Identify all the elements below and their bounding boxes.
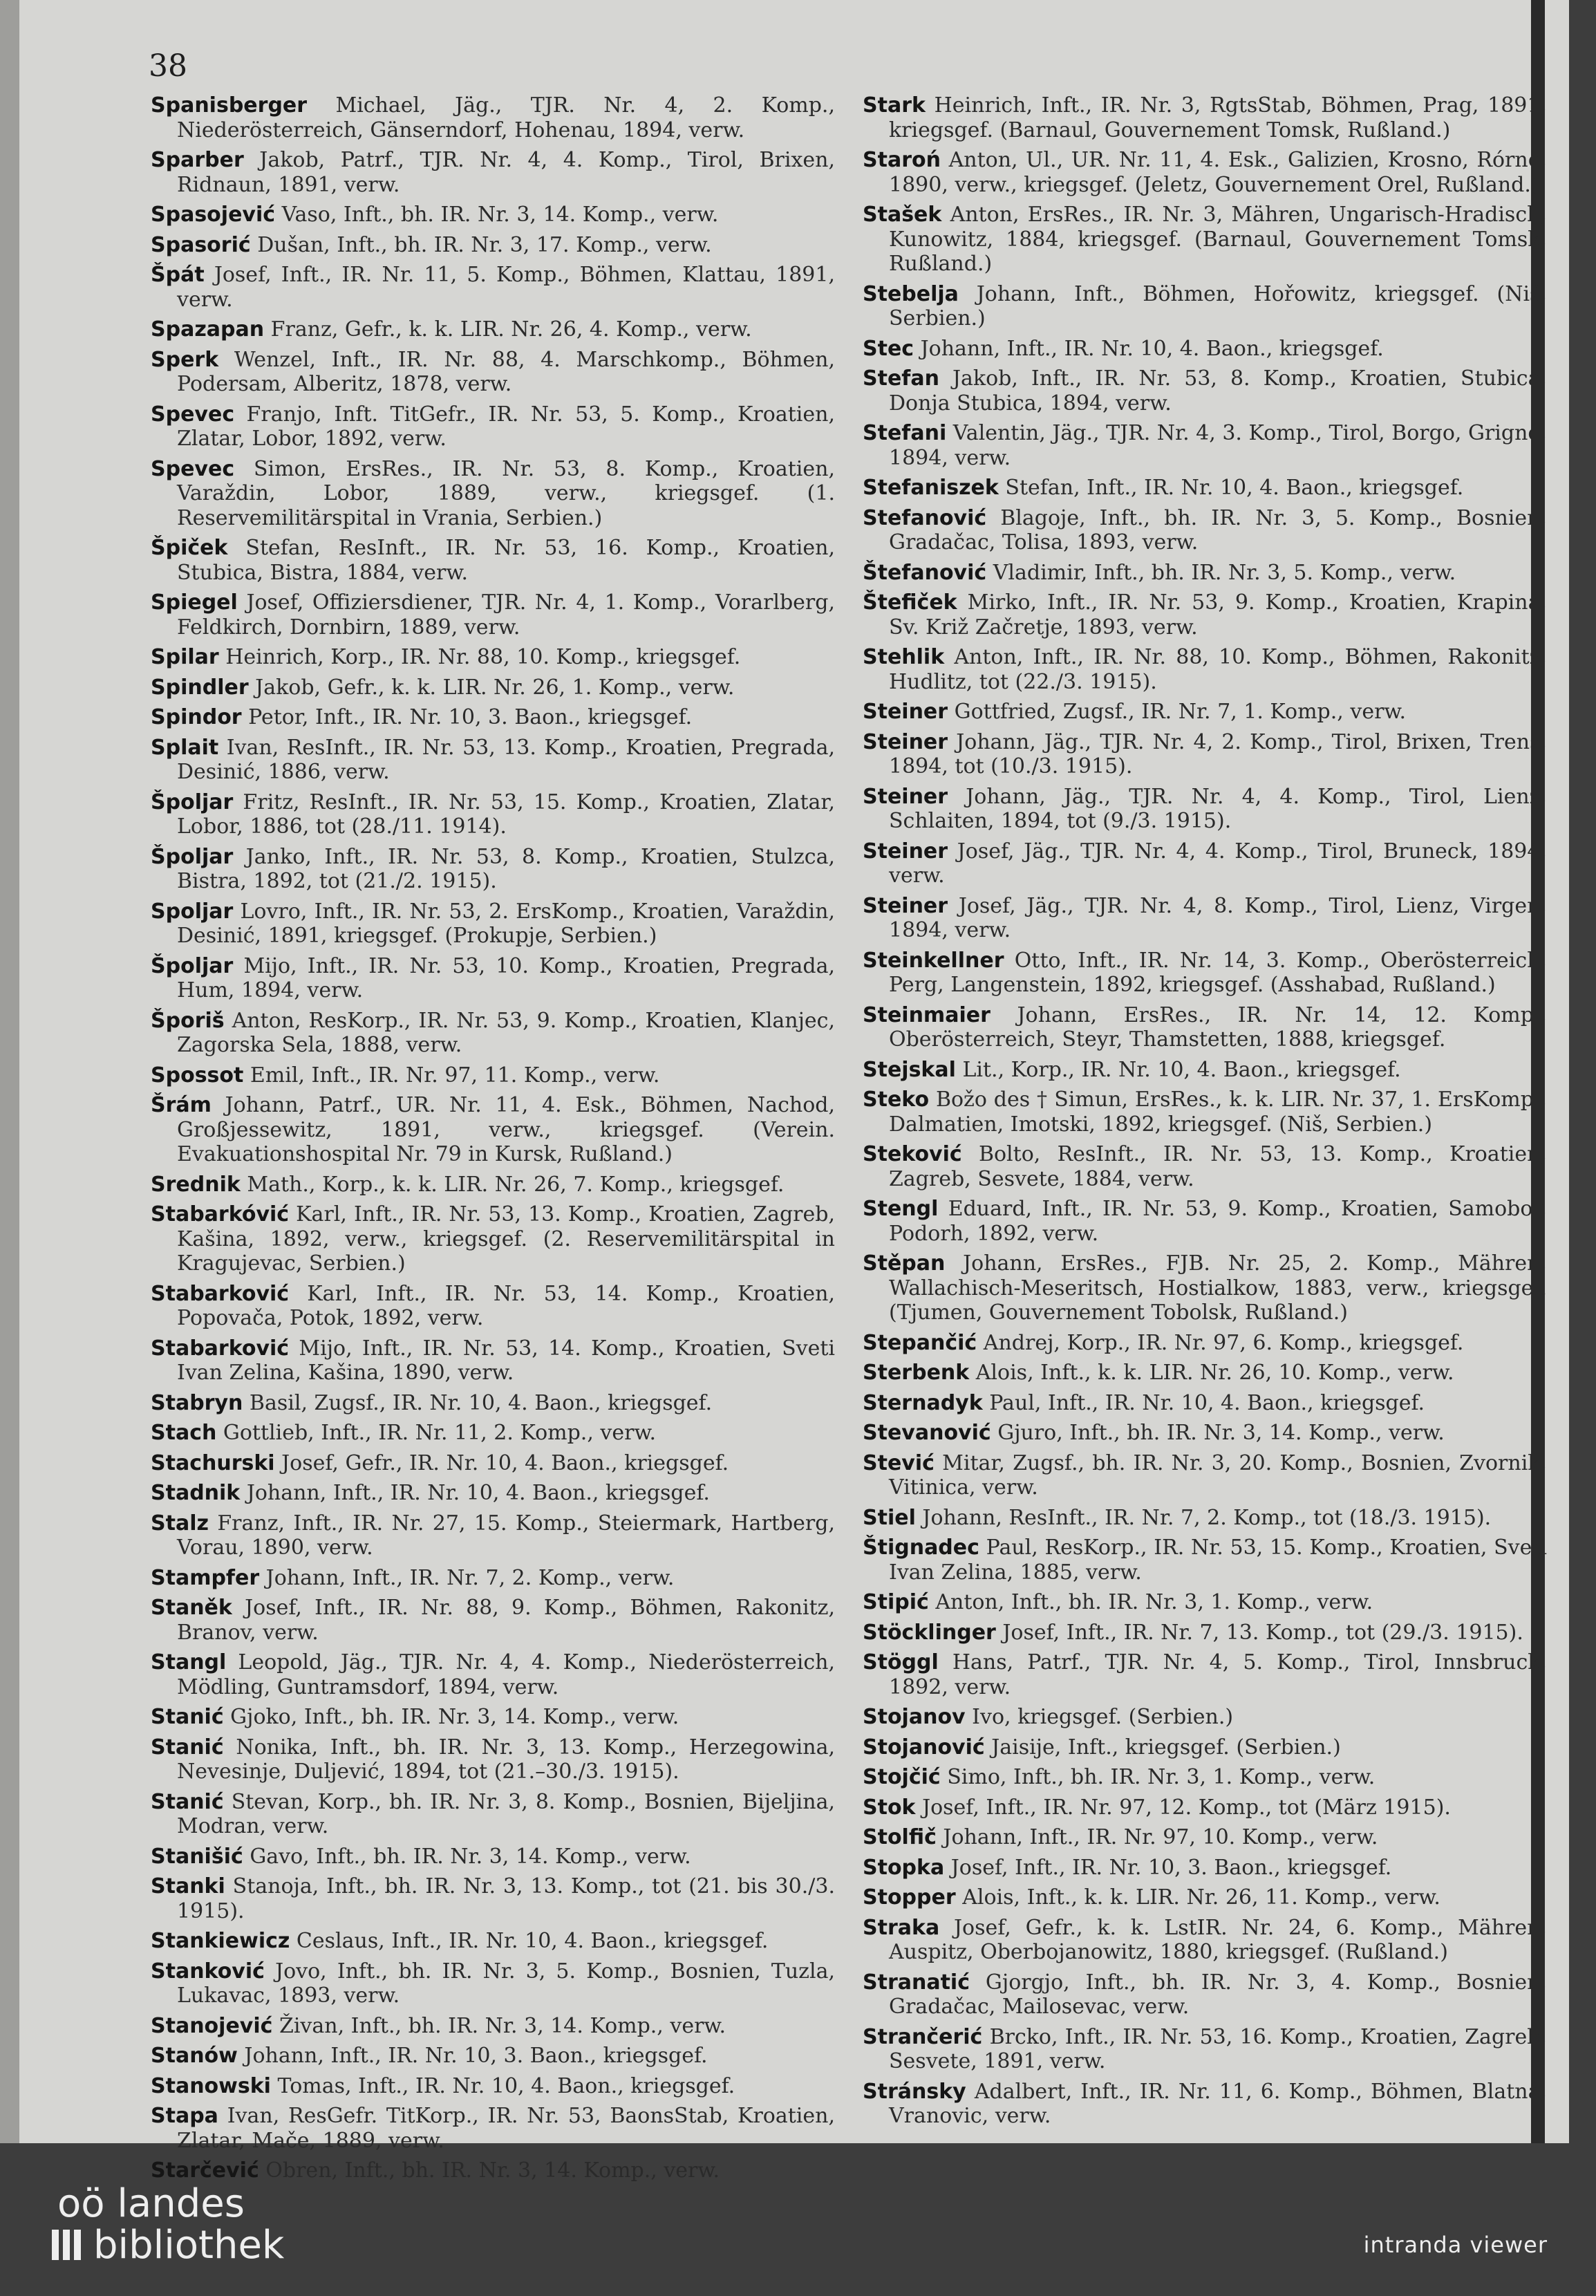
entry-details: Emil, Inft., IR. Nr. 97, 11. Komp., verw.	[250, 1063, 660, 1088]
entry-details: Johann, ErsRes., FJB. Nr. 25, 2. Komp., Mähren, Wallachisch-Meseritsch, Hostialkow, 1883, verw., kriegsgef. (Tjumen, Gouvernement Tobolsk, Rußland.)	[889, 1251, 1547, 1325]
entry-details: Franjo, Inft. TitGefr., IR. Nr. 53, 5. Komp., Kroatien, Zlatar, Lobor, 1892, verw.	[177, 402, 835, 451]
entry-details: Gjuro, Inft., bh. IR. Nr. 3, 14. Komp., verw.	[997, 1421, 1445, 1445]
register-entry	[151, 1511, 835, 1560]
register-entry	[863, 1885, 1547, 1910]
entry-surname: Stefanović	[863, 505, 987, 530]
entry-details: Jovo, Inft., bh. IR. Nr. 3, 5. Komp., Bosnien, Tuzla, Lukavac, 1893, verw.	[177, 1959, 835, 2008]
register-entry	[151, 1566, 835, 1591]
entry-surname: Strančerić	[863, 2024, 983, 2049]
entry-surname: Stojanov	[863, 1705, 966, 1729]
entry-surname: Stević	[863, 1450, 935, 1475]
register-entry	[863, 1003, 1547, 1052]
entry-surname: Stangl	[151, 1650, 227, 1674]
register-entry	[151, 590, 835, 640]
register-entry	[863, 366, 1547, 416]
entry-details: Karl, Inft., IR. Nr. 53, 13. Komp., Kroatien, Zagreb, Kašina, 1892, verw., kriegsgef. (2. Reservemilitärspital in Kragujevac, Serbien.)	[177, 1202, 835, 1276]
entry-surname: Stevanović	[863, 1421, 991, 1445]
entry-surname: Stok	[863, 1795, 916, 1820]
entry-details: Dušan, Inft., bh. IR. Nr. 3, 17. Komp., verw.	[257, 232, 712, 257]
entry-surname: Straka	[863, 1915, 940, 1940]
entry-surname: Spasojević	[151, 203, 276, 227]
entry-surname: Stabarković	[151, 1336, 290, 1361]
register-entry	[151, 1790, 835, 1839]
entry-details: Johann, Inft., IR. Nr. 97, 10. Komp., verw.	[943, 1825, 1378, 1849]
register-entry	[151, 203, 835, 227]
entry-surname: Spossot	[151, 1063, 244, 1088]
register-entry	[863, 561, 1547, 586]
entry-surname: Stranatić	[863, 1970, 970, 1995]
register-entry	[151, 790, 835, 839]
entry-surname: Stopper	[863, 1885, 956, 1910]
register-entry	[863, 148, 1547, 197]
page-binding-edge	[0, 0, 19, 2143]
entry-surname: Stöcklinger	[863, 1620, 996, 1645]
entry-surname: Stipić	[863, 1590, 929, 1614]
register-entry	[863, 1251, 1547, 1325]
entry-surname: Stebelja	[863, 281, 959, 306]
entry-surname: Steiner	[863, 893, 948, 918]
entry-details: Johann, Inft., IR. Nr. 10, 3. Baon., kriegsgef.	[244, 2044, 708, 2068]
register-entry	[151, 1282, 835, 1331]
entry-details: Gavo, Inft., bh. IR. Nr. 3, 14. Komp., verw.	[250, 1844, 691, 1869]
entry-details: Božo des † Simun, ErsRes., k. k. LIR. Nr. 37, 1. ErsKomp., Dalmatien, Imotski, 1892, kriegsgef. (Niš, Serbien.)	[889, 1088, 1547, 1137]
entry-details: Franz, Gefr., k. k. LIR. Nr. 26, 4. Komp., verw.	[270, 317, 752, 342]
register-entry	[863, 1536, 1547, 1585]
register-entry	[863, 1795, 1547, 1820]
register-entry	[151, 2104, 835, 2153]
entry-surname: Špoljar	[151, 844, 234, 869]
entry-surname: Spindor	[151, 705, 242, 729]
entry-details: Fritz, ResInft., IR. Nr. 53, 15. Komp., Kroatien, Zlatar, Lobor, 1886, tot (28./11. 1914).	[177, 790, 835, 839]
entry-details: Josef, Inft., IR. Nr. 88, 9. Komp., Böhmen, Rakonitz, Branov, verw.	[177, 1596, 835, 1645]
entry-details: Adalbert, Inft., IR. Nr. 11, 6. Komp., Böhmen, Blatna, Vranovic, verw.	[889, 2079, 1547, 2128]
register-entry	[151, 1959, 835, 2008]
register-entry	[863, 93, 1547, 142]
register-entry	[151, 233, 835, 258]
register-entry	[863, 1856, 1547, 1880]
entry-details: Johann, ResInft., IR. Nr. 7, 2. Komp., tot (18./3. 1915).	[922, 1505, 1492, 1530]
entry-details: Bolto, ResInft., IR. Nr. 53, 13. Komp., Kroatien, Zagreb, Sesvete, 1884, verw.	[889, 1142, 1547, 1191]
entry-surname: Steković	[863, 1142, 962, 1166]
logo-text-line2	[52, 2225, 284, 2268]
entry-details: Blagoje, Inft., bh. IR. Nr. 3, 5. Komp., Bosnien, Gradačac, Tolisa, 1893, verw.	[889, 505, 1547, 554]
entry-details: Vaso, Inft., bh. IR. Nr. 3, 14. Komp., verw.	[281, 203, 719, 227]
register-entry	[863, 1088, 1547, 1137]
entry-details: Vladimir, Inft., bh. IR. Nr. 3, 5. Komp., verw.	[993, 560, 1456, 585]
register-entry	[151, 645, 835, 670]
entry-surname: Štefanović	[863, 560, 987, 585]
entry-surname: Steinkellner	[863, 948, 1004, 973]
register-entry	[863, 2025, 1547, 2074]
entry-details: Josef, Gefr., k. k. LstIR. Nr. 24, 6. Komp., Mähren, Auspitz, Oberbojanowitz, 1880, kriegsgef. (Rußland.)	[889, 1915, 1547, 1964]
entry-surname: Špoljar	[151, 953, 234, 978]
entry-details: Otto, Inft., IR. Nr. 14, 3. Komp., Oberösterreich, Perg, Langenstein, 1892, kriegsgef. (Asshabad, Rußland.)	[889, 948, 1547, 997]
register-entry	[151, 705, 835, 730]
entry-surname: Stanojević	[151, 2013, 273, 2038]
entry-details: Michael, Jäg., TJR. Nr. 4, 2. Komp., Niederösterreich, Gänserndorf, Hohenau, 1894, verw.	[177, 93, 835, 142]
register-entry	[151, 2014, 835, 2039]
entry-surname: Steiner	[863, 839, 948, 864]
entry-surname: Stepančić	[863, 1330, 977, 1355]
left-column	[151, 93, 835, 2189]
entry-surname: Sparber	[151, 148, 244, 172]
register-entry	[863, 1765, 1547, 1790]
entry-details: Josef, Jäg., TJR. Nr. 4, 4. Komp., Tirol, Bruneck, 1894, verw.	[889, 839, 1547, 888]
entry-details: Tomas, Inft., IR. Nr. 10, 4. Baon., kriegsgef.	[277, 2073, 735, 2098]
entry-surname: Spanisberger	[151, 93, 308, 118]
entry-surname: Spoljar	[151, 899, 234, 924]
register-entry	[151, 899, 835, 949]
entry-surname: Štefiček	[863, 590, 957, 615]
entry-details: Math., Korp., k. k. LIR. Nr. 26, 7. Komp., kriegsgef.	[247, 1172, 785, 1197]
entry-details: Lit., Korp., IR. Nr. 10, 4. Baon., kriegsgef.	[962, 1057, 1401, 1082]
register-entry	[151, 317, 835, 342]
register-entry	[863, 1970, 1547, 2019]
entry-surname: Staroń	[863, 148, 941, 172]
entry-details: Johann, ErsRes., IR. Nr. 14, 12. Komp., Oberösterreich, Steyr, Thamstetten, 1888, kriegsgef.	[889, 1002, 1547, 1052]
entry-details: Anton, Inft., IR. Nr. 88, 10. Komp., Böhmen, Rakonitz, Hudlitz, tot (22./3. 1915).	[889, 645, 1547, 694]
register-entry	[151, 675, 835, 700]
register-entry	[151, 1451, 835, 1476]
entry-details: Nonika, Inft., bh. IR. Nr. 3, 13. Komp., Herzegowina, Nevesinje, Duljević, 1894, tot (21.–30./3. 1915).	[177, 1735, 835, 1784]
register-entry	[863, 1825, 1547, 1850]
entry-details: Stefan, Inft., IR. Nr. 10, 4. Baon., kriegsgef.	[1005, 476, 1464, 500]
entry-details: Hans, Patrf., TJR. Nr. 4, 5. Komp., Tirol, Innsbruck, 1892, verw.	[889, 1650, 1547, 1699]
entry-details: Ivo, kriegsgef. (Serbien.)	[972, 1705, 1234, 1729]
entry-surname: Šporiš	[151, 1008, 225, 1033]
entry-details: Stevan, Korp., bh. IR. Nr. 3, 8. Komp., Bosnien, Bijeljina, Modran, verw.	[177, 1789, 835, 1838]
entry-surname: Stehlik	[863, 645, 945, 669]
library-logo[interactable]	[52, 2183, 284, 2268]
entry-surname: Spasorić	[151, 232, 251, 257]
entry-details: Alois, Inft., k. k. LIR. Nr. 26, 10. Komp., verw.	[975, 1361, 1454, 1385]
entry-surname: Stadnik	[151, 1481, 241, 1505]
entry-details: Paul, Inft., IR. Nr. 10, 4. Baon., kriegsgef.	[989, 1390, 1425, 1415]
entry-surname: Stojčić	[863, 1765, 941, 1789]
entry-surname: Spilar	[151, 645, 219, 669]
register-entry	[151, 536, 835, 585]
entry-surname: Stejskal	[863, 1057, 956, 1082]
entry-surname: Spindler	[151, 675, 249, 700]
entry-surname: Srednik	[151, 1172, 241, 1197]
entry-surname: Stanković	[151, 1959, 265, 1984]
entry-surname: Sperk	[151, 347, 219, 372]
entry-details: Josef, Offiziersdiener, TJR. Nr. 4, 1. Komp., Vorarlberg, Feldkirch, Dornbirn, 1889, verw.	[177, 590, 835, 640]
entry-surname: Stark	[863, 93, 926, 118]
entry-details: Alois, Inft., k. k. LIR. Nr. 26, 11. Komp., verw.	[962, 1885, 1440, 1910]
entry-surname: Spazapan	[151, 317, 265, 342]
entry-surname: Stašek	[863, 203, 942, 227]
entry-details: Johann, Jäg., TJR. Nr. 4, 4. Komp., Tirol, Lienz, Schlaiten, 1894, tot (9./3. 1915).	[889, 784, 1547, 833]
entry-surname: Stěpan	[863, 1251, 946, 1276]
entry-details: Simo, Inft., bh. IR. Nr. 3, 1. Komp., verw.	[947, 1765, 1376, 1789]
entry-details: Mitar, Zugsf., bh. IR. Nr. 3, 20. Komp., Bosnien, Zvornik, Vitinica, verw.	[889, 1450, 1547, 1500]
register-entry	[863, 506, 1547, 555]
entry-details: Petor, Inft., IR. Nr. 10, 3. Baon., kriegsgef.	[248, 705, 693, 729]
register-entry	[151, 148, 835, 197]
register-entry	[151, 1874, 835, 1923]
entry-details: Gjorgjo, Inft., bh. IR. Nr. 3, 4. Komp., Bosnien, Gradačac, Mailosevac, verw.	[889, 1970, 1547, 2019]
register-entry	[151, 1481, 835, 1506]
entry-details: Gottfried, Zugsf., IR. Nr. 7, 1. Komp., verw.	[954, 700, 1407, 724]
register-entry	[151, 1929, 835, 1954]
entry-details: Ivan, ResInft., IR. Nr. 53, 13. Komp., Kroatien, Pregrada, Desinić, 1886, verw.	[177, 735, 835, 784]
entry-details: Gjoko, Inft., bh. IR. Nr. 3, 14. Komp., verw.	[230, 1705, 679, 1729]
entry-surname: Stampfer	[151, 1565, 260, 1590]
register-entry	[863, 1421, 1547, 1446]
entry-details: Andrej, Korp., IR. Nr. 97, 6. Komp., kriegsgef.	[983, 1330, 1464, 1355]
register-entry	[151, 1173, 835, 1197]
register-entry	[863, 590, 1547, 640]
entry-details: Johann, Patrf., UR. Nr. 11, 4. Esk., Böhmen, Nachod, Großjessewitz, 1891, verw., kriegsgef. (Verein. Evakuationshospital Nr. 79 in Kursk, Rußland.)	[177, 1093, 835, 1166]
register-entry	[863, 1451, 1547, 1500]
register-entry	[151, 1063, 835, 1088]
entry-details: Josef, Inft., IR. Nr. 11, 5. Komp., Böhmen, Klattau, 1891, verw.	[177, 263, 835, 312]
entry-details: Paul, ResKorp., IR. Nr. 53, 15. Komp., Kroatien, Sveti Ivan Zelina, 1885, verw.	[889, 1536, 1547, 1585]
register-entry	[863, 1590, 1547, 1615]
entry-details: Anton, ResKorp., IR. Nr. 53, 9. Komp., Kroatien, Klanjec, Zagorska Sela, 1888, verw.	[177, 1008, 835, 1057]
entry-details: Franz, Inft., IR. Nr. 27, 15. Komp., Steiermark, Hartberg, Vorau, 1890, verw.	[177, 1511, 836, 1560]
entry-details: Ceslaus, Inft., IR. Nr. 10, 4. Baon., kriegsgef.	[296, 1929, 769, 1953]
entry-details: Josef, Inft., IR. Nr. 10, 3. Baon., kriegsgef.	[950, 1855, 1392, 1880]
register-entry	[151, 2044, 835, 2069]
entry-surname: Stöggl	[863, 1650, 939, 1674]
entry-surname: Stojanović	[863, 1735, 985, 1760]
register-entry	[863, 2080, 1547, 2129]
register-entry	[151, 1650, 835, 1699]
entry-surname: Stanów	[151, 2044, 238, 2068]
register-entry	[863, 1361, 1547, 1385]
entry-details: Mijo, Inft., IR. Nr. 53, 10. Komp., Kroatien, Pregrada, Hum, 1894, verw.	[177, 953, 835, 1002]
register-entry	[151, 1093, 835, 1167]
entry-details: Simon, ErsRes., IR. Nr. 53, 8. Komp., Kroatien, Varaždin, Lobor, 1889, verw., kriegsgef. (1. Reservemilitärspital in Vrania, Serbien.)	[177, 456, 835, 530]
entry-details: Gottlieb, Inft., IR. Nr. 11, 2. Komp., verw.	[223, 1421, 657, 1445]
entry-surname: Stalz	[151, 1511, 209, 1536]
entry-surname: Stabarkóvić	[151, 1202, 290, 1226]
entry-details: Jakob, Inft., IR. Nr. 53, 8. Komp., Kroatien, Stubica, Donja Stubica, 1894, verw.	[889, 366, 1548, 416]
register-entry	[151, 457, 835, 531]
register-entry	[151, 1391, 835, 1416]
register-entry	[863, 1058, 1547, 1083]
register-entry	[863, 839, 1547, 888]
register-entry	[151, 1705, 835, 1730]
entry-details: Živan, Inft., bh. IR. Nr. 3, 14. Komp., verw.	[279, 2013, 726, 2038]
entry-details: Karl, Inft., IR. Nr. 53, 14. Komp., Kroatien, Popovača, Potok, 1892, verw.	[177, 1281, 835, 1330]
entry-surname: Stanišić	[151, 1844, 243, 1869]
entry-surname: Stapa	[151, 2104, 218, 2128]
entry-details: Johann, Inft., IR. Nr. 7, 2. Komp., verw.	[265, 1565, 675, 1590]
entry-details: Ivan, ResGefr. TitKorp., IR. Nr. 53, BaonsStab, Kroatien, Zlatar, Mače, 1889, verw.	[177, 2104, 835, 2153]
entry-surname: Špoljar	[151, 790, 234, 814]
right-column	[863, 93, 1547, 2134]
entry-surname: Stanić	[151, 1789, 224, 1814]
register-entry	[863, 1142, 1547, 1191]
register-entry	[151, 348, 835, 397]
entry-surname: Stanić	[151, 1705, 224, 1729]
register-entry	[151, 1421, 835, 1446]
entry-surname: Stopka	[863, 1855, 945, 1880]
register-entry	[151, 845, 835, 894]
register-entry	[151, 263, 835, 312]
register-entry	[863, 645, 1547, 694]
entry-surname: Steiner	[863, 784, 948, 809]
logo-bars-icon	[52, 2227, 85, 2268]
entry-surname: Steiner	[863, 700, 948, 724]
entry-surname: Sternadyk	[863, 1390, 983, 1415]
entry-surname: Stiel	[863, 1505, 916, 1530]
entry-details: Wenzel, Inft., IR. Nr. 88, 4. Marschkomp., Böhmen, Podersam, Alberitz, 1878, verw.	[177, 347, 835, 396]
register-entry	[863, 1621, 1547, 1645]
entry-details: Brcko, Inft., IR. Nr. 53, 16. Komp., Kroatien, Zagreb, Sesvete, 1891, verw.	[889, 2024, 1547, 2073]
entry-surname: Stanić	[151, 1735, 224, 1760]
register-entry	[151, 1735, 835, 1784]
register-entry	[151, 2158, 835, 2183]
entry-details: Janko, Inft., IR. Nr. 53, 8. Komp., Kroatien, Stulzca, Bistra, 1892, tot (21./2. 1915).	[177, 844, 836, 893]
entry-surname: Stengl	[863, 1197, 939, 1221]
entry-surname: Špiček	[151, 536, 228, 560]
entry-surname: Spiegel	[151, 590, 238, 615]
entry-surname: Stefaniszek	[863, 476, 999, 500]
entry-details: Josef, Jäg., TJR. Nr. 4, 8. Komp., Tirol, Lienz, Virgen, 1894, verw.	[889, 893, 1547, 942]
register-entry	[151, 954, 835, 1003]
entry-surname: Spevec	[151, 456, 235, 481]
entry-details: Johann, Inft., Böhmen, Hořowitz, kriegsgef. (Niš, Serbien.)	[889, 281, 1547, 330]
page-number: 38	[149, 48, 187, 84]
entry-surname: Stefani	[863, 421, 947, 445]
register-entry	[151, 1202, 835, 1276]
entry-details: Mijo, Inft., IR. Nr. 53, 14. Komp., Kroatien, Sveti Ivan Zelina, Kašina, 1890, verw.	[177, 1336, 835, 1385]
entry-details: Mirko, Inft., IR. Nr. 53, 9. Komp., Kroatien, Krapina, Sv. Križ Začretje, 1893, verw.	[889, 590, 1547, 640]
entry-surname: Steiner	[863, 729, 948, 754]
entry-surname: Stankiewicz	[151, 1929, 290, 1953]
entry-details: Jakob, Gefr., k. k. LIR. Nr. 26, 1. Komp., verw.	[255, 675, 735, 700]
entry-surname: Stec	[863, 336, 914, 361]
entry-surname: Stabarković	[151, 1281, 290, 1306]
entry-details: Jaisije, Inft., kriegsgef. (Serbien.)	[991, 1735, 1341, 1760]
entry-surname: Staněk	[151, 1596, 232, 1620]
entry-details: Anton, Inft., bh. IR. Nr. 3, 1. Komp., verw.	[935, 1590, 1373, 1614]
register-entry	[863, 476, 1547, 501]
register-entry	[863, 1705, 1547, 1730]
entry-details: Anton, ErsRes., IR. Nr. 3, Mähren, Ungarisch-Hradisch, Kunowitz, 1884, kriegsgef. (Barnaul, Gouvernement Tomsk, Rußland.)	[889, 203, 1547, 276]
register-entry	[863, 282, 1547, 331]
entry-details: Josef, Gefr., IR. Nr. 10, 4. Baon., kriegsgef.	[281, 1450, 729, 1475]
entry-details: Leopold, Jäg., TJR. Nr. 4, 4. Komp., Niederösterreich, Mödling, Guntramsdorf, 1894, verw.	[177, 1650, 835, 1699]
entry-surname: Spevec	[151, 402, 235, 427]
entry-surname: Starčević	[151, 2158, 259, 2183]
entry-details: Heinrich, Korp., IR. Nr. 88, 10. Komp., kriegsgef.	[225, 645, 741, 669]
viewer-label[interactable]: intranda viewer	[1363, 2232, 1548, 2258]
entry-details: Johann, Jäg., TJR. Nr. 4, 2. Komp., Tirol, Brixen, Trens, 1894, tot (10./3. 1915).	[889, 729, 1547, 778]
entry-surname: Štignadec	[863, 1536, 979, 1560]
logo-text-line1: oö landes	[57, 2181, 245, 2226]
register-entry	[151, 93, 835, 142]
entry-details: Lovro, Inft., IR. Nr. 53, 2. ErsKomp., Kroatien, Varaždin, Desinić, 1891, kriegsgef. (Prokupje, Serbien.)	[177, 899, 835, 948]
entry-surname: Stanki	[151, 1874, 225, 1898]
entry-details: Anton, Ul., UR. Nr. 11, 4. Esk., Galizien, Krosno, Rórne, 1890, verw., kriegsgef. (Jeletz, Gouvernement Orel, Rußland.)	[889, 148, 1547, 197]
register-entry	[863, 1331, 1547, 1356]
register-entry	[863, 894, 1547, 943]
logo-text-line2-label: bibliothek	[93, 2223, 285, 2268]
entry-surname: Splait	[151, 735, 219, 760]
entry-details: Josef, Inft., IR. Nr. 97, 12. Komp., tot (März 1915).	[922, 1795, 1451, 1820]
entry-surname: Sterbenk	[863, 1361, 970, 1385]
entry-surname: Šrám	[151, 1093, 212, 1117]
entry-surname: Špát	[151, 263, 205, 287]
register-entry	[863, 421, 1547, 470]
register-entry	[863, 1650, 1547, 1699]
register-entry	[151, 1009, 835, 1058]
entry-surname: Steinmaier	[863, 1002, 991, 1027]
entry-details: Stefan, ResInft., IR. Nr. 53, 16. Komp., Kroatien, Stubica, Bistra, 1884, verw.	[177, 536, 835, 585]
entry-details: Johann, Inft., IR. Nr. 10, 4. Baon., kriegsgef.	[920, 336, 1384, 361]
register-entry	[863, 785, 1547, 834]
register-entry	[151, 736, 835, 785]
register-entry	[863, 949, 1547, 998]
entry-details: Eduard, Inft., IR. Nr. 53, 9. Komp., Kroatien, Samobor, Podorh, 1892, verw.	[889, 1197, 1547, 1246]
entry-surname: Stránsky	[863, 2079, 966, 2104]
entry-details: Josef, Inft., IR. Nr. 7, 13. Komp., tot (29./3. 1915).	[1002, 1620, 1523, 1645]
entry-surname: Stefan	[863, 366, 939, 391]
register-entry	[863, 1391, 1547, 1416]
register-entry	[863, 700, 1547, 725]
register-entry	[151, 1845, 835, 1869]
entry-details: Valentin, Jäg., TJR. Nr. 4, 3. Komp., Tirol, Borgo, Grigno, 1894, verw.	[889, 421, 1547, 470]
entry-surname: Stach	[151, 1421, 217, 1445]
register-entry	[863, 730, 1547, 779]
register-entry	[863, 337, 1547, 362]
entry-details: Heinrich, Inft., IR. Nr. 3, RgtsStab, Böhmen, Prag, 1891, kriegsgef. (Barnaul, Gouvernement Tomsk, Rußland.)	[889, 93, 1547, 142]
entry-details: Basil, Zugsf., IR. Nr. 10, 4. Baon., kriegsgef.	[249, 1390, 713, 1415]
entry-surname: Stanowski	[151, 2073, 271, 2098]
register-entry	[863, 1916, 1547, 1965]
register-entry	[863, 1197, 1547, 1246]
register-entry	[151, 402, 835, 451]
register-entry	[863, 203, 1547, 277]
register-entry	[151, 2074, 835, 2099]
register-entry	[863, 1506, 1547, 1531]
entry-details: Johann, Inft., IR. Nr. 10, 4. Baon., kriegsgef.	[246, 1481, 710, 1505]
entry-details: Stanoja, Inft., bh. IR. Nr. 3, 13. Komp., tot (21. bis 30./3. 1915).	[177, 1874, 835, 1923]
register-entry	[151, 1596, 835, 1645]
entry-surname: Stabryn	[151, 1390, 243, 1415]
entry-surname: Steko	[863, 1088, 930, 1112]
register-entry	[151, 1336, 835, 1385]
entry-details: Obren, Inft., bh. IR. Nr. 3, 14. Komp., verw.	[265, 2158, 720, 2183]
entry-details: Jakob, Patrf., TJR. Nr. 4, 4. Komp., Tirol, Brixen, Ridnaun, 1891, verw.	[177, 148, 835, 197]
entry-surname: Stachurski	[151, 1450, 275, 1475]
register-entry	[863, 1735, 1547, 1760]
entry-surname: Stolfič	[863, 1825, 937, 1849]
